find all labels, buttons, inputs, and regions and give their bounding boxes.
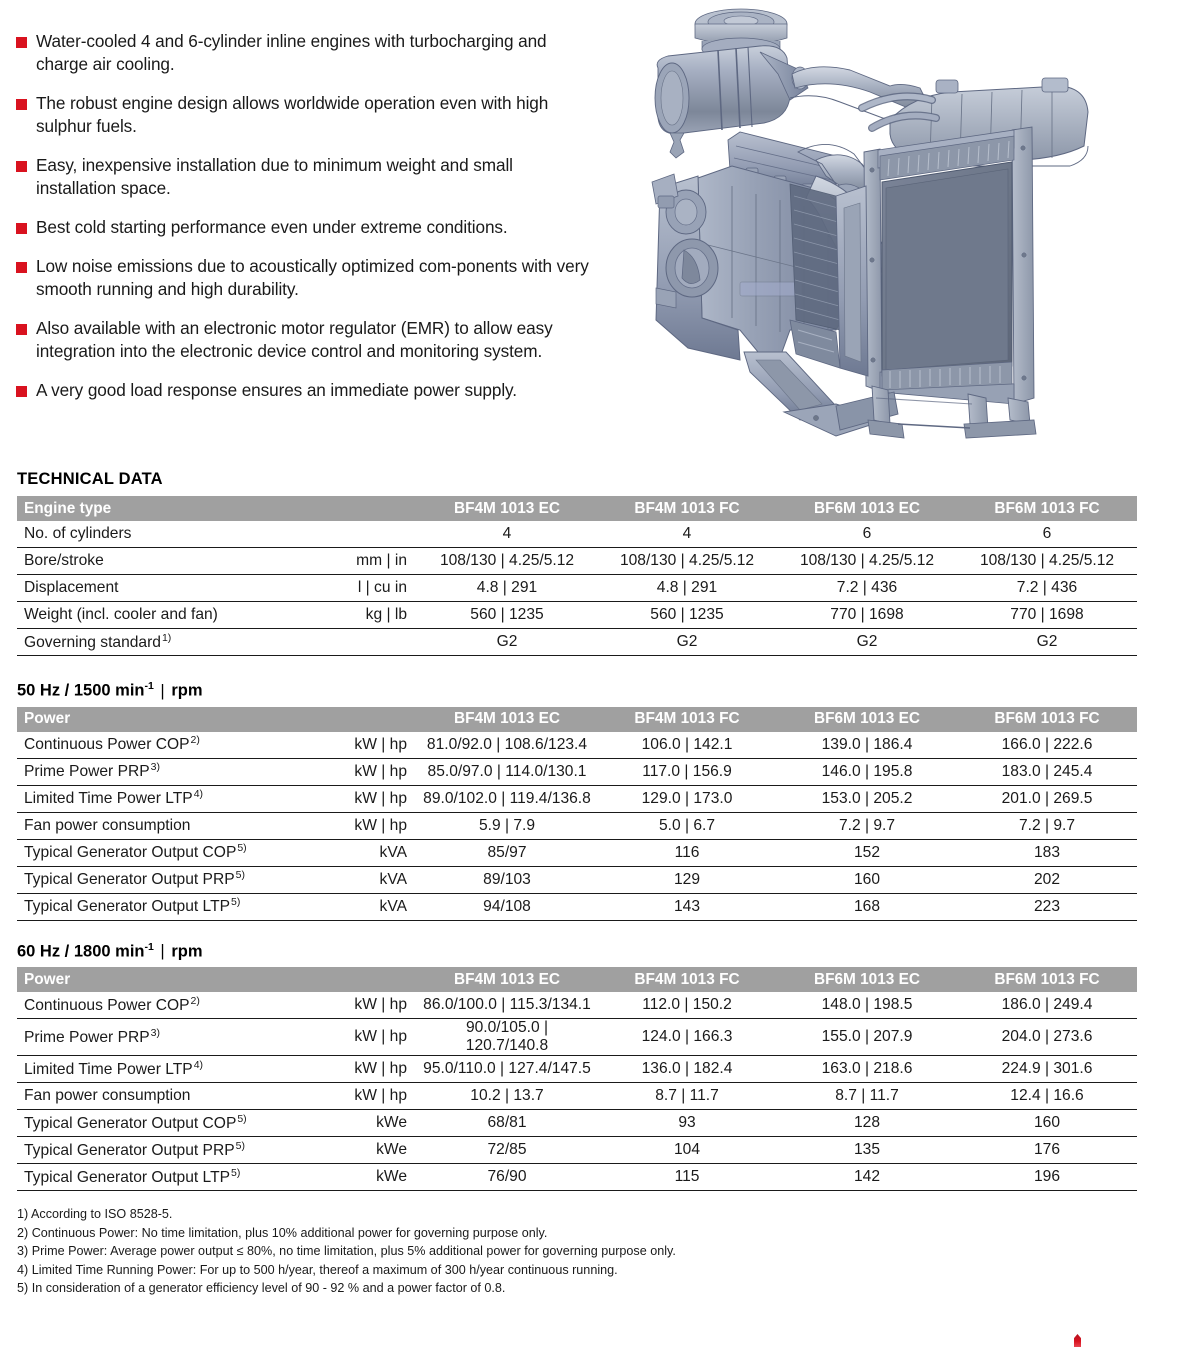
footnote-ref: 2) bbox=[190, 734, 200, 747]
table-row bbox=[17, 1056, 1137, 1083]
band-title-main: 60 Hz / 1800 min bbox=[17, 942, 145, 960]
table-cell-value: 117.0 | 156.9 bbox=[597, 758, 777, 785]
footnote-5: 5) In consideration of a generator efficiency level of 90 - 92 % and a power factor of 0.8. bbox=[17, 1281, 506, 1295]
table-row bbox=[17, 1110, 1137, 1137]
column-header-bf4m-ec: BF4M 1013 EC bbox=[417, 967, 597, 992]
table-row bbox=[17, 629, 1137, 656]
table-cell-value: 10.2 | 13.7 bbox=[417, 1083, 597, 1110]
table-cell-value: 142 bbox=[777, 1164, 957, 1191]
row-label: Typical Generator Output PRP$^{5)}$ bbox=[17, 866, 322, 893]
table-cell-value: 72/85 bbox=[417, 1137, 597, 1164]
row-label: Limited Time Power LTP$^{4)}$ bbox=[17, 1056, 322, 1083]
table-row bbox=[17, 732, 1137, 759]
table-cell-value: 90.0/105.0 | 120.7/140.8 bbox=[417, 1019, 597, 1056]
feature-text: Best cold starting performance even under extreme conditions. bbox=[36, 217, 508, 237]
row-unit: kW | hp bbox=[322, 1083, 417, 1110]
row-label: Continuous Power COP$^{2)}$ bbox=[17, 992, 322, 1019]
feature-text: Easy, inexpensive installation due to minimum weight and small installation space. bbox=[36, 155, 513, 198]
row-label: Typical Generator Output LTP$^{5)}$ bbox=[17, 1164, 322, 1191]
column-header-label: Power bbox=[17, 967, 322, 992]
feature-text: Also available with an electronic motor regulator (EMR) to allow easy integration into the electronic device control and monitoring system. bbox=[36, 318, 553, 361]
column-header-label: Power bbox=[17, 707, 322, 732]
column-header-bf6m-ec: BF6M 1013 EC bbox=[777, 496, 957, 521]
row-unit: kW | hp bbox=[322, 785, 417, 812]
table-header-row bbox=[17, 496, 1137, 521]
table-cell-value: 160 bbox=[777, 866, 957, 893]
row-unit: kW | hp bbox=[322, 1056, 417, 1083]
hero-section bbox=[0, 0, 1180, 470]
footnote-ref: 5) bbox=[237, 842, 247, 855]
table-cell-value: 6 bbox=[777, 521, 957, 548]
table-cell-value: 153.0 | 205.2 bbox=[777, 785, 957, 812]
table-row bbox=[17, 1083, 1137, 1110]
table-cell-value: 12.4 | 16.6 bbox=[957, 1083, 1137, 1110]
table-cell-value: G2 bbox=[957, 629, 1137, 656]
bullet-square-icon bbox=[16, 324, 27, 335]
footnote-ref: 4) bbox=[193, 1058, 204, 1071]
band-title-main: 50 Hz / 1500 min bbox=[17, 681, 145, 700]
table-cell-value: 89.0/102.0 | 119.4/136.8 bbox=[417, 785, 597, 812]
column-header-bf4m-fc: BF4M 1013 FC bbox=[597, 496, 777, 521]
bullet-square-icon bbox=[16, 99, 27, 110]
table-cell-value: 81.0/92.0 | 108.6/123.4 bbox=[417, 732, 597, 759]
table-row bbox=[17, 548, 1137, 575]
table-cell-value: 146.0 | 195.8 bbox=[777, 758, 957, 785]
row-label: Typical Generator Output COP$^{5)}$ bbox=[17, 1110, 322, 1137]
table-row bbox=[17, 1019, 1137, 1056]
column-header-bf4m-ec: BF4M 1013 EC bbox=[417, 707, 597, 732]
row-unit: kWe bbox=[322, 1137, 417, 1164]
table-cell-value: 135 bbox=[777, 1137, 957, 1164]
footnote-ref: 1) bbox=[161, 631, 172, 644]
row-label: Limited Time Power LTP$^{4)}$ bbox=[17, 785, 322, 812]
table-row bbox=[17, 575, 1137, 602]
list-item bbox=[16, 30, 596, 76]
row-unit: kW | hp bbox=[322, 1019, 417, 1056]
list-item bbox=[16, 255, 596, 301]
table-cell-value: 5.0 | 6.7 bbox=[597, 812, 777, 839]
table-row bbox=[17, 812, 1137, 839]
table-cell-value: 112.0 | 150.2 bbox=[597, 992, 777, 1019]
power-table-60hz bbox=[17, 967, 1137, 1191]
table-cell-value: 68/81 bbox=[417, 1110, 597, 1137]
table-cell-value: 108/130 | 4.25/5.12 bbox=[597, 548, 777, 575]
table-cell-value: 108/130 | 4.25/5.12 bbox=[957, 548, 1137, 575]
row-unit: kg | lb bbox=[322, 602, 417, 629]
table-cell-value: G2 bbox=[417, 629, 597, 656]
table-header-row bbox=[17, 707, 1137, 732]
column-header-bf6m-ec: BF6M 1013 EC bbox=[777, 707, 957, 732]
row-label: Typical Generator Output LTP$^{5)}$ bbox=[17, 893, 322, 920]
table-cell-value: 139.0 | 186.4 bbox=[777, 732, 957, 759]
technical-data-body bbox=[17, 521, 1137, 656]
row-label: Displacement bbox=[17, 575, 322, 602]
list-item bbox=[16, 154, 596, 200]
table-cell-value: 201.0 | 269.5 bbox=[957, 785, 1137, 812]
column-header-bf4m-fc: BF4M 1013 FC bbox=[597, 707, 777, 732]
column-header-unit bbox=[322, 707, 417, 732]
footnote-ref: 4) bbox=[193, 788, 204, 801]
list-item bbox=[16, 92, 596, 138]
footnote-3: 3) Prime Power: Average power output ≤ 80%, no time limitation, plus 5% additional power for governing purpose only. bbox=[17, 1244, 676, 1258]
footnote-ref: 5) bbox=[235, 1139, 245, 1152]
row-unit: kVA bbox=[322, 893, 417, 920]
table-cell-value: 4 bbox=[597, 521, 777, 548]
band-title-tail: rpm bbox=[171, 942, 203, 960]
column-header-label: Engine type bbox=[17, 496, 322, 521]
table-cell-value: 204.0 | 273.6 bbox=[957, 1019, 1137, 1056]
row-unit: kW | hp bbox=[322, 812, 417, 839]
power-table-60hz-body bbox=[17, 992, 1137, 1191]
footnote-2: 2) Continuous Power: No time limitation, plus 10% additional power for governing purpose only. bbox=[17, 1225, 548, 1240]
table-cell-value: 108/130 | 4.25/5.12 bbox=[777, 548, 957, 575]
footnote-ref: 2) bbox=[190, 994, 200, 1007]
footnote-ref: 5) bbox=[231, 896, 241, 909]
row-label: Typical Generator Output COP$^{5)}$ bbox=[17, 839, 322, 866]
table-cell-value: 7.2 | 436 bbox=[777, 575, 957, 602]
table-cell-value: 8.7 | 11.7 bbox=[777, 1083, 957, 1110]
column-header-bf4m-fc: BF4M 1013 FC bbox=[597, 967, 777, 992]
table-cell-value: 770 | 1698 bbox=[957, 602, 1137, 629]
row-label: Weight (incl. cooler and fan) bbox=[17, 602, 322, 629]
table-cell-value: 183 bbox=[957, 839, 1137, 866]
feature-text: A very good load response ensures an immediate power supply. bbox=[36, 380, 517, 400]
table-cell-value: 116 bbox=[597, 839, 777, 866]
table-cell-value: 136.0 | 182.4 bbox=[597, 1056, 777, 1083]
band-title-superscript: -1 bbox=[144, 680, 154, 692]
row-label: Fan power consumption bbox=[17, 812, 322, 839]
footnote-ref: 5) bbox=[237, 1112, 247, 1125]
row-label: Bore/stroke bbox=[17, 548, 322, 575]
table-cell-value: 104 bbox=[597, 1137, 777, 1164]
table-cell-value: 106.0 | 142.1 bbox=[597, 732, 777, 759]
bullet-square-icon bbox=[16, 161, 27, 172]
row-unit bbox=[322, 629, 417, 656]
table-cell-value: 143 bbox=[597, 893, 777, 920]
table-cell-value: 5.9 | 7.9 bbox=[417, 812, 597, 839]
table-cell-value: 166.0 | 222.6 bbox=[957, 732, 1137, 759]
feature-text: Water-cooled 4 and 6-cylinder inline engines with turbocharging and charge air cooling. bbox=[36, 31, 547, 74]
table-cell-value: 7.2 | 9.7 bbox=[957, 812, 1137, 839]
row-unit: mm | in bbox=[322, 548, 417, 575]
table-cell-value: 223 bbox=[957, 893, 1137, 920]
table-cell-value: 76/90 bbox=[417, 1164, 597, 1191]
table-cell-value: 94/108 bbox=[417, 893, 597, 920]
table-cell-value: 4 bbox=[417, 521, 597, 548]
table-cell-value: 770 | 1698 bbox=[777, 602, 957, 629]
bullet-square-icon bbox=[16, 386, 27, 397]
column-header-bf6m-fc: BF6M 1013 FC bbox=[957, 967, 1137, 992]
table-row bbox=[17, 758, 1137, 785]
table-cell-value: 560 | 1235 bbox=[417, 602, 597, 629]
table-cell-value: 163.0 | 218.6 bbox=[777, 1056, 957, 1083]
row-unit: kVA bbox=[322, 866, 417, 893]
table-row bbox=[17, 893, 1137, 920]
row-unit: kW | hp bbox=[322, 992, 417, 1019]
band-title-50hz bbox=[17, 680, 1180, 701]
feature-text: The robust engine design allows worldwide operation even with high sulphur fuels. bbox=[36, 93, 549, 136]
row-unit: kWe bbox=[322, 1164, 417, 1191]
feature-bullet-list bbox=[16, 30, 596, 418]
footnote-ref: 3) bbox=[150, 1026, 160, 1039]
footnote-4: 4) Limited Time Running Power: For up to 500 h/year, thereof a maximum of 300 h/year continuous running. bbox=[17, 1262, 618, 1277]
table-cell-value: 7.2 | 436 bbox=[957, 575, 1137, 602]
table-cell-value: 168 bbox=[777, 893, 957, 920]
power-table-50hz bbox=[17, 707, 1137, 921]
table-cell-value: 129 bbox=[597, 866, 777, 893]
footnote-1: 1) According to ISO 8528-5. bbox=[17, 1207, 173, 1221]
row-unit: kW | hp bbox=[322, 758, 417, 785]
column-header-bf6m-ec: BF6M 1013 EC bbox=[777, 967, 957, 992]
table-cell-value: 8.7 | 11.7 bbox=[597, 1083, 777, 1110]
table-cell-value: 85.0/97.0 | 114.0/130.1 bbox=[417, 758, 597, 785]
table-cell-value: 176 bbox=[957, 1137, 1137, 1164]
row-label: Governing standard$^{1)}$ bbox=[17, 629, 322, 656]
table-cell-value: 4.8 | 291 bbox=[597, 575, 777, 602]
footnote-ref: 5) bbox=[235, 869, 245, 882]
table-cell-value: 86.0/100.0 | 115.3/134.1 bbox=[417, 992, 597, 1019]
footnote-ref: 3) bbox=[150, 761, 160, 774]
band-title-60hz bbox=[17, 941, 1180, 962]
table-cell-value: 85/97 bbox=[417, 839, 597, 866]
bullet-square-icon bbox=[16, 262, 27, 273]
column-header-bf6m-fc: BF6M 1013 FC bbox=[957, 496, 1137, 521]
column-header-bf4m-ec: BF4M 1013 EC bbox=[417, 496, 597, 521]
band-title-superscript: -1 bbox=[144, 940, 154, 953]
table-row bbox=[17, 521, 1137, 548]
table-cell-value: 155.0 | 207.9 bbox=[777, 1019, 957, 1056]
table-cell-value: 93 bbox=[597, 1110, 777, 1137]
technical-data-table bbox=[17, 496, 1137, 656]
table-cell-value: 202 bbox=[957, 866, 1137, 893]
table-row bbox=[17, 992, 1137, 1019]
table-cell-value: 129.0 | 173.0 bbox=[597, 785, 777, 812]
table-cell-value: 115 bbox=[597, 1164, 777, 1191]
list-item bbox=[16, 216, 596, 239]
table-cell-value: 560 | 1235 bbox=[597, 602, 777, 629]
table-row bbox=[17, 1164, 1137, 1191]
row-unit: kWe bbox=[322, 1110, 417, 1137]
list-item bbox=[16, 379, 596, 402]
table-cell-value: G2 bbox=[777, 629, 957, 656]
table-cell-value: 196 bbox=[957, 1164, 1137, 1191]
table-row bbox=[17, 1137, 1137, 1164]
row-label: Prime Power PRP$^{3)}$ bbox=[17, 1019, 322, 1056]
row-unit: kW | hp bbox=[322, 732, 417, 759]
power-table-50hz-body bbox=[17, 732, 1137, 921]
table-cell-value: 7.2 | 9.7 bbox=[777, 812, 957, 839]
table-cell-value: 148.0 | 198.5 bbox=[777, 992, 957, 1019]
column-header-unit bbox=[322, 496, 417, 521]
table-row bbox=[17, 602, 1137, 629]
bullet-square-icon bbox=[16, 223, 27, 234]
table-cell-value: 183.0 | 245.4 bbox=[957, 758, 1137, 785]
row-label: Typical Generator Output PRP$^{5)}$ bbox=[17, 1137, 322, 1164]
bullet-square-icon bbox=[16, 37, 27, 48]
table-cell-value: 152 bbox=[777, 839, 957, 866]
row-label: Continuous Power COP$^{2)}$ bbox=[17, 732, 322, 759]
row-unit: l | cu in bbox=[322, 575, 417, 602]
table-cell-value: 108/130 | 4.25/5.12 bbox=[417, 548, 597, 575]
row-unit bbox=[322, 521, 417, 548]
footnote-ref: 5) bbox=[231, 1166, 241, 1179]
table-cell-value: 128 bbox=[777, 1110, 957, 1137]
page-title: TECHNICAL DATA bbox=[17, 470, 163, 488]
table-cell-value: 6 bbox=[957, 521, 1137, 548]
table-cell-value: 224.9 | 301.6 bbox=[957, 1056, 1137, 1083]
footnotes-block bbox=[17, 1205, 1180, 1298]
vertical-bar-separator: | bbox=[160, 942, 165, 960]
table-cell-value: G2 bbox=[597, 629, 777, 656]
table-cell-value: 95.0/110.0 | 127.4/147.5 bbox=[417, 1056, 597, 1083]
table-cell-value: 124.0 | 166.3 bbox=[597, 1019, 777, 1056]
table-cell-value: 160 bbox=[957, 1110, 1137, 1137]
feature-text: Low noise emissions due to acoustically optimized com-ponents with very smooth running and high durability. bbox=[36, 256, 589, 299]
table-cell-value: 186.0 | 249.4 bbox=[957, 992, 1137, 1019]
table-row bbox=[17, 785, 1137, 812]
vertical-bar-separator: | bbox=[160, 681, 165, 700]
row-label: Prime Power PRP$^{3)}$ bbox=[17, 758, 322, 785]
table-row bbox=[17, 839, 1137, 866]
table-row bbox=[17, 866, 1137, 893]
column-header-unit bbox=[322, 967, 417, 992]
table-header-row bbox=[17, 967, 1137, 992]
row-label: Fan power consumption bbox=[17, 1083, 322, 1110]
row-label: No. of cylinders bbox=[17, 521, 322, 548]
table-cell-value: 89/103 bbox=[417, 866, 597, 893]
band-title-tail: rpm bbox=[171, 681, 203, 700]
engine-product-image bbox=[640, 0, 1180, 460]
list-item bbox=[16, 317, 596, 363]
row-unit: kVA bbox=[322, 839, 417, 866]
page-corner-mark-icon bbox=[1074, 1334, 1081, 1347]
column-header-bf6m-fc: BF6M 1013 FC bbox=[957, 707, 1137, 732]
table-cell-value: 4.8 | 291 bbox=[417, 575, 597, 602]
